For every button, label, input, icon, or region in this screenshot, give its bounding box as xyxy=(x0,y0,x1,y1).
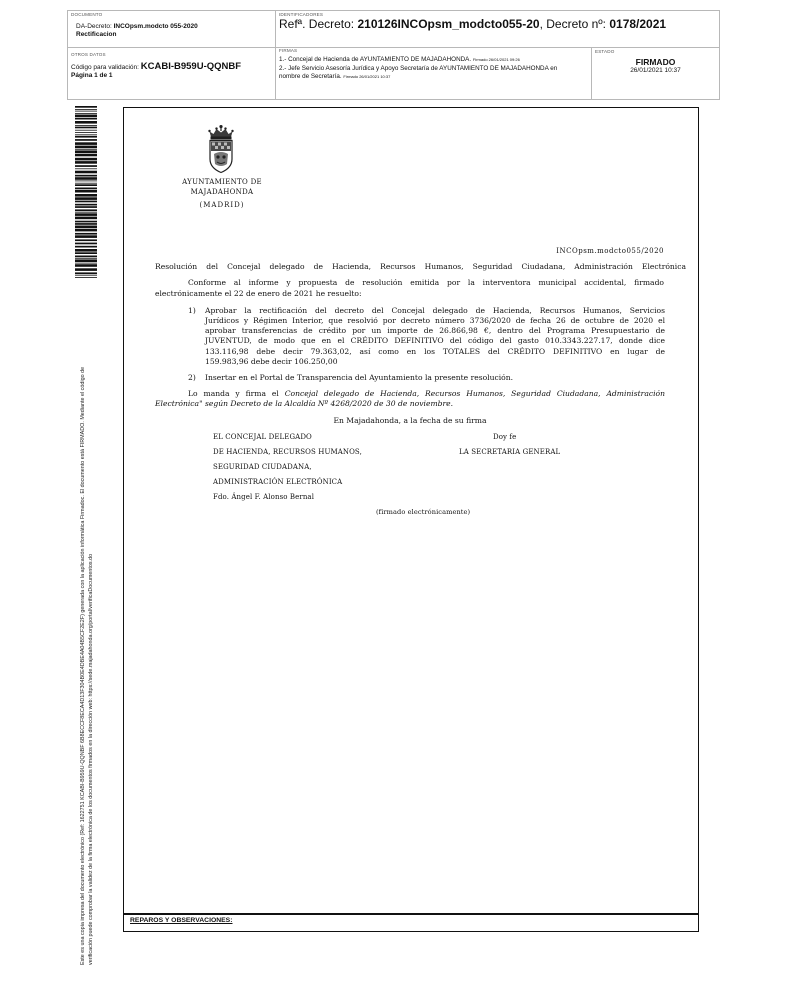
place-date: En Majadahonda, a la fecha de su firma xyxy=(333,416,487,425)
barcode-bar xyxy=(75,258,97,259)
emblem-caption-line: AYUNTAMIENTO DE xyxy=(182,178,262,186)
status-badge: FIRMADO xyxy=(635,57,676,67)
barcode-bar xyxy=(75,277,97,278)
verification-note-line: Este es una copia impresa del documento electrónico (Ref: 1622751 KCABI-B959U-QQNBF 6B8ECCF8ECA4D13F304B0E4DBE4A04B5CF2E2F) generada con la aplicación informática Firmadoc. El documento está FIRMADO. Mediante el código de xyxy=(80,366,86,965)
barcode-bar xyxy=(75,212,97,213)
barcode-bar xyxy=(75,252,97,254)
barcode-bar xyxy=(75,106,97,108)
resolution-line: aprobar transferencias de crédito por un importe de 26.866,98 €, dentro del Programa Presupuestario de xyxy=(205,326,665,335)
mandate-line xyxy=(188,389,665,399)
barcode-bar xyxy=(75,223,97,225)
validation-prefix: Código para validación: xyxy=(71,64,139,71)
validation-code: KCABI-B959U-QQNBF xyxy=(140,61,242,72)
signature-text: 1.- Concejal de Hacienda de AYUNTAMIENTO DE MAJADAHONDA. xyxy=(279,56,472,63)
resolution-title: Resolución del Concejal delegado de Hacienda, Recursos Humanos, Seguridad Ciudadana, Administración Electrónica xyxy=(155,262,686,271)
barcode-bar xyxy=(75,136,97,138)
barcode-bar xyxy=(75,134,97,135)
barcode-bar xyxy=(75,125,97,126)
barcode-bar xyxy=(75,127,97,129)
barcode-bar xyxy=(75,175,97,177)
barcode-bar xyxy=(75,256,97,258)
signatory-right-line: LA SECRETARIA GENERAL xyxy=(459,448,561,456)
barcode-bar xyxy=(75,235,97,238)
barcode-bar xyxy=(75,109,97,110)
status-datetime: 26/01/2021 10:37 xyxy=(630,67,681,74)
resolution-number: 2) xyxy=(188,373,196,382)
barcode-bar xyxy=(75,246,97,248)
barcode-bar xyxy=(75,181,97,182)
ref-value: 210126INCOpsm_modcto055-20 xyxy=(357,17,540,31)
barcode-bar xyxy=(75,161,97,164)
barcode-bar xyxy=(75,233,97,235)
emblem-caption-line: (MADRID) xyxy=(199,201,245,209)
barcode-bar xyxy=(75,149,97,150)
barcode-bar xyxy=(75,132,97,133)
barcode-bar xyxy=(75,188,97,190)
resolution-line: 133.116,98 debe decir 79.363,02, así como en los TOTALES del CRÉDITO DEFINITIVO en lugar de xyxy=(205,347,665,356)
barcode-bar xyxy=(75,165,97,167)
barcode-bar xyxy=(75,177,97,180)
barcode-bar xyxy=(75,239,97,241)
document-reference: INCOpsm.modcto055/2020 xyxy=(556,247,664,255)
page-count: Página 1 de 1 xyxy=(71,72,113,79)
verification-note xyxy=(80,285,95,965)
barcode-bar xyxy=(75,150,97,153)
validation-code-line xyxy=(71,61,241,72)
coat-of-arms-icon xyxy=(204,124,238,174)
status-label: ESTADO xyxy=(595,49,615,54)
document-type-value: INCOpsm.modcto 055-2020 xyxy=(113,23,198,30)
barcode xyxy=(75,106,97,278)
decree-prefix: , Decreto nº: xyxy=(539,17,606,31)
signatory-right-line: Doy fe xyxy=(493,433,517,441)
barcode-bar xyxy=(75,201,97,203)
mandate-line: Electrónica" según Decreto de la Alcaldía Nº 4268/2020 de 30 de noviembre. xyxy=(155,399,454,408)
resolution-number: 1) xyxy=(188,306,196,315)
resolution-line: JUVENTUD, de modo que en el CRÉDITO DEFINITIVO del código del gasto 010.3343.227.17, donde dice xyxy=(205,336,665,345)
emblem-caption-line: MAJADAHONDA xyxy=(190,188,254,196)
other-data-label: OTROS DATOS xyxy=(71,52,106,57)
signatory-name: Fdo. Ángel F. Alonso Bernal xyxy=(213,493,315,501)
ref-prefix: Refª. Decreto: xyxy=(279,17,355,31)
barcode-bar xyxy=(75,190,97,193)
signatory-left-line: SEGURIDAD CIUDADANA, xyxy=(213,463,312,471)
signatures-label: FIRMAS xyxy=(279,48,298,53)
mandate-signatory: Concejal delegado de Hacienda, Recursos Humanos, Seguridad Ciudadana, Administración xyxy=(284,389,665,398)
resolution-line: Aprobar la rectificación del decreto del Concejal delegado de Hacienda, Recursos Humanos, Servicios xyxy=(205,306,665,315)
signature-text: nombre de Secretaría. xyxy=(279,73,342,80)
observations-label: REPAROS Y OBSERVACIONES: xyxy=(130,917,233,924)
signature-text: 2.- Jefe Servicio Asesoría Jurídica y Apoyo Secretaría de AYUNTAMIENTO DE MAJADAHONDA en xyxy=(279,65,558,72)
header-column-divider xyxy=(275,10,276,100)
barcode-bar xyxy=(75,221,97,223)
signature-stamp: Firmado 26/01/2021 10:37 xyxy=(343,74,391,79)
barcode-bar xyxy=(75,158,97,161)
identifiers-label: IDENTIFICADORES xyxy=(279,12,324,17)
resolution-line: 159.983,96 debe decir 106.250,00 xyxy=(205,357,338,366)
document-label: DOCUMENTO xyxy=(71,12,103,17)
barcode-bar xyxy=(75,213,97,216)
barcode-bar xyxy=(75,183,97,184)
signature-entry-continued xyxy=(279,73,390,81)
document-frame xyxy=(123,107,699,932)
barcode-bar xyxy=(75,142,97,145)
barcode-bar xyxy=(75,217,97,220)
barcode-bar xyxy=(75,264,97,267)
barcode-bar xyxy=(75,118,97,120)
mandate-text: Lo manda y firma el xyxy=(188,389,279,398)
barcode-bar xyxy=(75,121,97,124)
signatory-left-line: EL CONCEJAL DELEGADO xyxy=(213,433,312,441)
intro-line: electrónicamente el 22 de enero de 2021 he resuelto: xyxy=(155,289,362,298)
document-subtitle: Rectificacion xyxy=(76,31,117,38)
barcode-bar xyxy=(75,275,97,276)
document-type xyxy=(76,23,198,31)
barcode-bar xyxy=(75,263,97,264)
verification-note-line: verificación puede comprobar la validez de la firma electrónica de los documentos firmados en la dirección web: https://sede.majadahonda.org/portal/verificaDocumentos.do xyxy=(87,553,94,965)
observations-divider xyxy=(123,913,699,915)
signatory-left-line: ADMINISTRACIÓN ELECTRÓNICA xyxy=(213,478,343,486)
barcode-bar xyxy=(75,249,97,252)
signatory-left-line: DE HACIENDA, RECURSOS HUMANOS, xyxy=(213,448,362,456)
decree-reference xyxy=(279,17,666,31)
barcode-bar xyxy=(75,243,97,245)
intro-line: Conforme al informe y propuesta de resolución emitida por la interventora municipal accidental, firmado xyxy=(188,278,664,287)
barcode-bar xyxy=(75,268,97,271)
barcode-bar xyxy=(75,113,97,114)
barcode-bar xyxy=(75,146,97,149)
resolution-line: Jurídicos y Régimen Interior, que resolvió por decreto número 3736/2020 de fecha 26 de octubre de 2020 el xyxy=(205,316,665,325)
barcode-bar xyxy=(75,130,97,131)
barcode-bar xyxy=(75,115,97,118)
barcode-bar xyxy=(75,154,97,157)
barcode-bar xyxy=(75,171,97,174)
document-type-prefix: DA-Decreto: xyxy=(76,23,112,30)
barcode-bar xyxy=(75,139,97,141)
barcode-bar xyxy=(75,194,97,197)
decree-number: 0178/2021 xyxy=(609,17,667,31)
barcode-bar xyxy=(75,229,97,232)
barcode-bar xyxy=(75,226,97,229)
signature-entry xyxy=(279,65,557,73)
signature-entry xyxy=(279,56,520,64)
signature-stamp: Firmado 26/01/2021 09:26 xyxy=(472,57,520,62)
barcode-bar xyxy=(75,184,97,186)
barcode-bar xyxy=(75,204,97,206)
header-row-divider xyxy=(67,47,720,48)
barcode-bar xyxy=(75,209,97,211)
resolution-line: Insertar en el Portal de Transparencia del Ayuntamiento la presente resolución. xyxy=(205,373,514,382)
barcode-bar xyxy=(75,111,97,112)
barcode-bar xyxy=(75,197,97,200)
signed-note: (firmado electrónicamente) xyxy=(376,508,471,516)
barcode-bar xyxy=(75,206,97,208)
barcode-bar xyxy=(75,259,97,262)
barcode-bar xyxy=(75,168,97,169)
barcode-bar xyxy=(75,272,97,274)
